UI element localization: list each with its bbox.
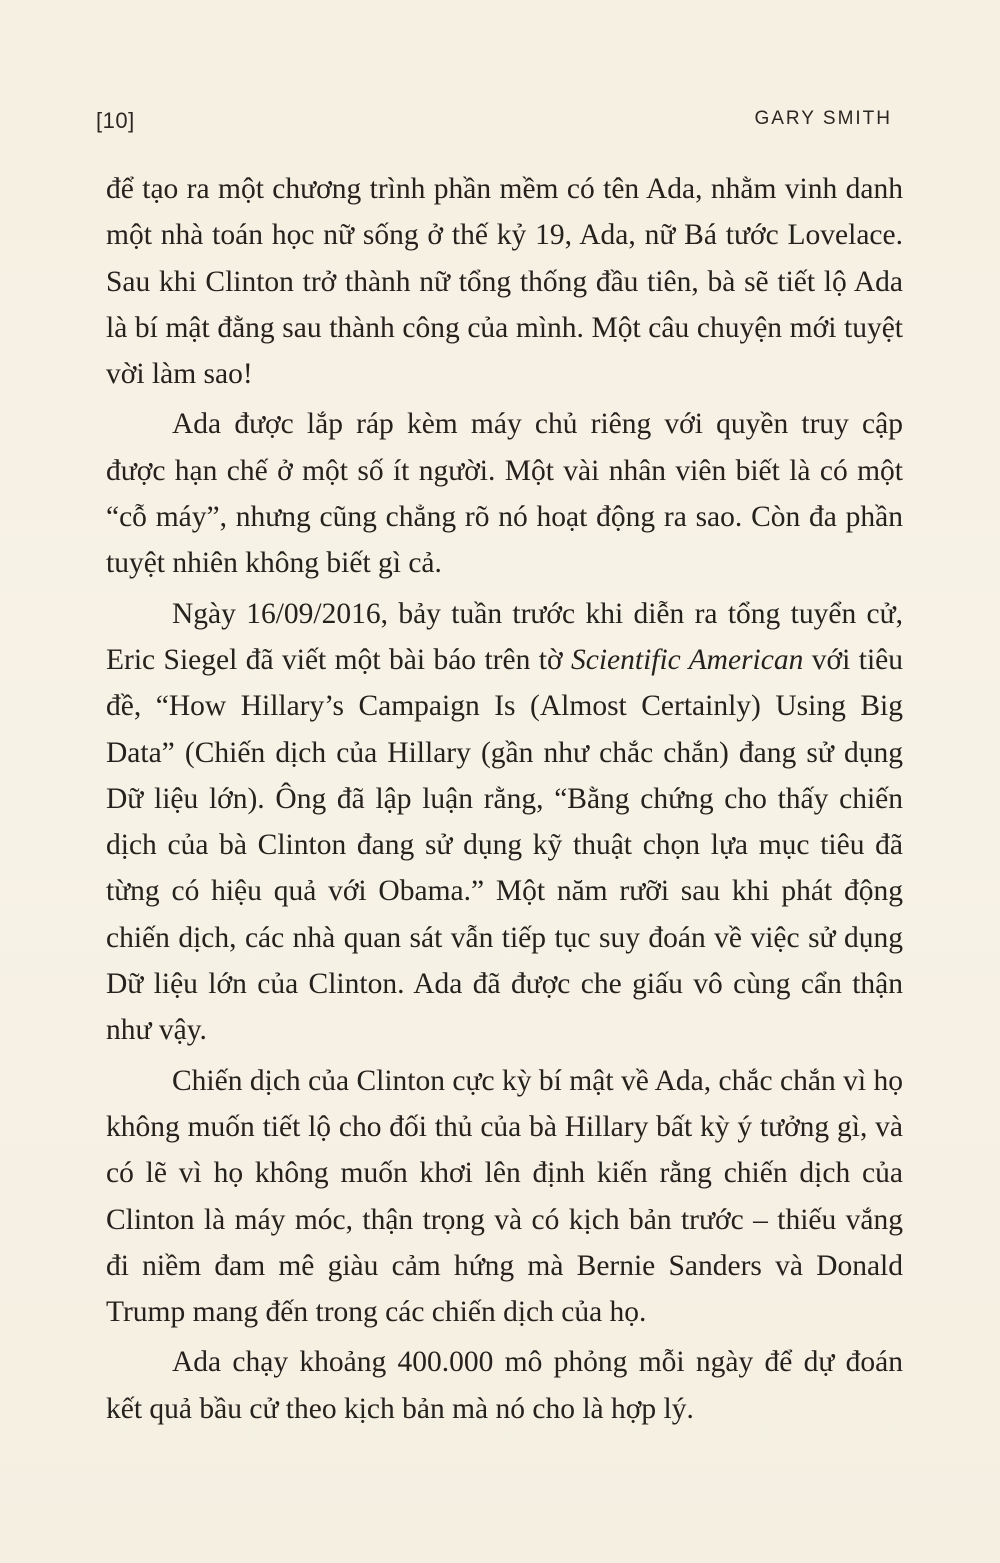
body-text: [106, 166, 903, 1432]
publication-title: Scientific American: [571, 643, 804, 676]
paragraph-3-text-after: với tiêu đề, “How Hillary’s Campaign Is (Almost Certainly) Using Big Data” (Chiến dịch của Hillary (gần như chắc chắn) đang sử dụng Dữ liệu lớn). Ông đã lập luận rằng, “Bằng chứng cho thấy chiến dịch của bà Clinton đang sử dụng kỹ thuật chọn lựa mục tiêu đã từng có hiệu quả với Obama.” Một năm rưỡi sau khi phát động chiến dịch, các nhà quan sát vẫn tiếp tục suy đoán về việc sử dụng Dữ liệu lớn của Clinton. Ada đã được che giấu vô cùng cẩn thận như vậy.: [106, 643, 903, 1047]
paragraph-1: để tạo ra một chương trình phần mềm có tên Ada, nhằm vinh danh một nhà toán học nữ sống ở thế kỷ 19, Ada, nữ Bá tước Lovelace. Sau khi Clinton trở thành nữ tổng thống đầu tiên, bà sẽ tiết lộ Ada là bí mật đằng sau thành công của mình. Một câu chuyện mới tuyệt vời làm sao!: [106, 173, 903, 391]
paragraph-4: Chiến dịch của Clinton cực kỳ bí mật về Ada, chắc chắn vì họ không muốn tiết lộ cho đối thủ của bà Hillary bất kỳ ý tưởng gì, và có lẽ vì họ không muốn khơi lên định kiến rằng chiến dịch của Clinton là máy móc, thận trọng và có kịch bản trước – thiếu vắng đi niềm đam mê giàu cảm hứng mà Bernie Sanders và Donald Trump mang đến trong các chiến dịch của họ.: [106, 1064, 903, 1329]
paragraph-3: [106, 591, 903, 1054]
running-head-author: GARY SMITH: [754, 108, 892, 129]
paragraph-2: Ada được lắp ráp kèm máy chủ riêng với quyền truy cập được hạn chế ở một số ít người. Một vài nhân viên biết là có một “cỗ máy”, nhưng cũng chẳng rõ nó hoạt động ra sao. Còn đa phần tuyệt nhiên không biết gì cả.: [106, 408, 903, 580]
paragraph-5: Ada chạy khoảng 400.000 mô phỏng mỗi ngày để dự đoán kết quả bầu cử theo kịch bản mà nó cho là hợp lý.: [106, 1346, 903, 1425]
page-number: [10]: [96, 108, 135, 133]
paragraph-3-text-before: Ngày 16/09/2016, bảy tuần trước khi diễn ra tổng tuyển cử, Eric Siegel đã viết một bài báo trên tờ: [106, 597, 903, 676]
page-header: [96, 104, 892, 144]
